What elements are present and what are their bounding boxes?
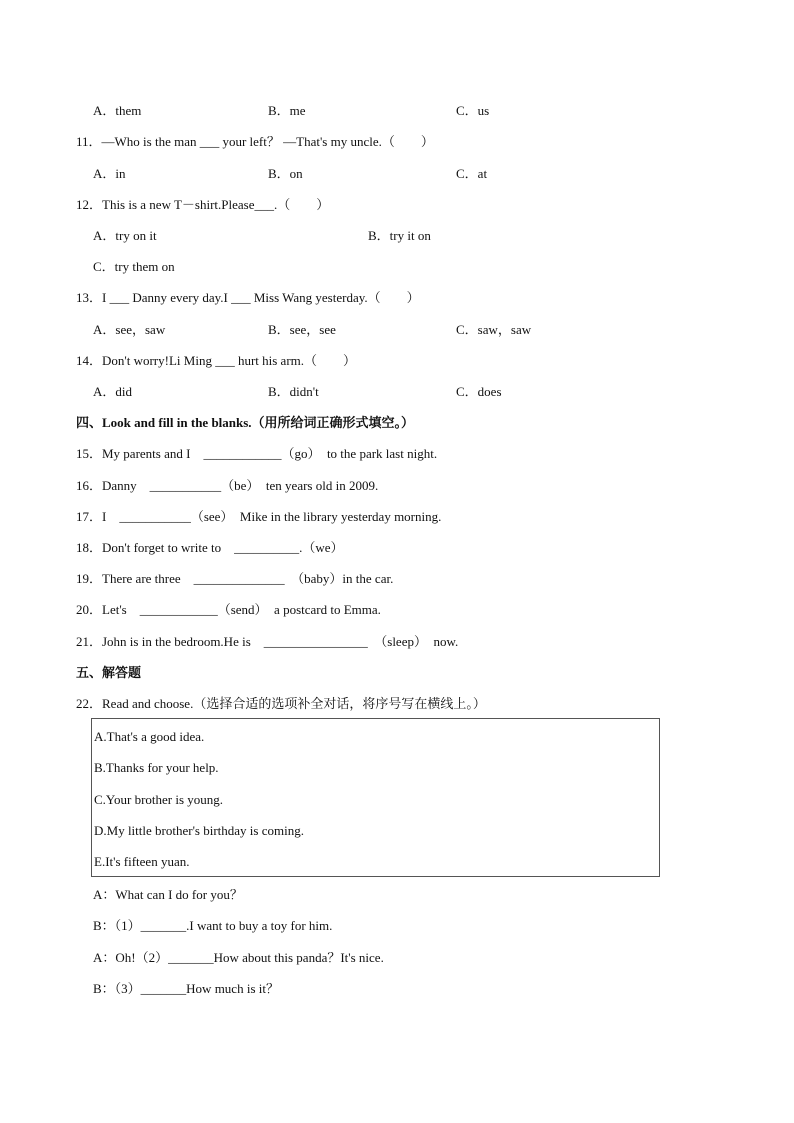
fill-question-17: 17．I ___________（see） Mike in the library yesterday morning. — [76, 509, 442, 524]
fill-question-20: 20．Let's ____________（send） a postcard to Emma. — [76, 602, 381, 617]
q13-stem: 13．I ___ Danny every day.I ___ Miss Wang yesterday.（ ） — [76, 290, 420, 305]
fill-question-18: 18．Don't forget to write to __________.（we） — [76, 540, 344, 555]
q12-option-c: C．try them on — [93, 259, 175, 274]
q13-option-a: A．see，saw — [93, 322, 166, 337]
section-heading-fill-blanks: 四、Look and fill in the blanks.（用所给词正确形式填空。） — [76, 415, 415, 430]
q11-option-b: B．on — [268, 166, 303, 181]
q14-stem: 14．Don't worry!Li Ming ___ hurt his arm.（ ） — [76, 353, 357, 368]
q14-option-c: C．does — [456, 384, 502, 399]
q22-stem: 22．Read and choose.（选择合适的选项补全对话，将序号写在横线上。） — [76, 696, 486, 711]
q12-option-a: A．try on it — [93, 228, 157, 243]
q22-dialogue-line-4: B：（3）_______How much is it？ — [93, 981, 279, 996]
fill-question-16: 16．Danny ___________（be） ten years old in 2009. — [76, 478, 379, 493]
q10-option-a: A．them — [93, 103, 142, 118]
fill-question-21: 21．John is in the bedroom.He is ________________ （sleep） now. — [76, 634, 459, 649]
q10-option-c: C．us — [456, 103, 490, 118]
section-heading-answers: 五、解答题 — [76, 665, 142, 680]
fill-question-19: 19．There are three ______________ （baby）in the car. — [76, 571, 394, 586]
q11-stem: 11．—Who is the man ___ your left？ —That's my uncle.（ ） — [76, 134, 434, 149]
fill-question-15: 15．My parents and I ____________（go） to the park last night. — [76, 446, 438, 461]
q22-option-a: A.That's a good idea. — [94, 729, 205, 744]
q12-stem: 12．This is a new T－shirt.Please___.（ ） — [76, 197, 330, 212]
q22-option-d: D.My little brother's birthday is coming. — [94, 823, 304, 838]
q13-option-c: C．saw，saw — [456, 322, 532, 337]
q22-option-c: C.Your brother is young. — [94, 792, 224, 807]
q22-dialogue-line-3: A：Oh!（2）_______How about this panda？It's nice. — [93, 950, 384, 965]
q12-option-b: B．try it on — [368, 228, 431, 243]
q11-option-a: A．in — [93, 166, 126, 181]
q22-dialogue-line-1: A：What can I do for you？ — [93, 887, 243, 902]
q14-option-a: A．did — [93, 384, 133, 399]
q22-options-box — [91, 718, 660, 877]
q11-option-c: C．at — [456, 166, 488, 181]
q13-option-b: B．see，see — [268, 322, 336, 337]
q22-option-e: E.It's fifteen yuan. — [94, 854, 190, 869]
q22-option-b: B.Thanks for your help. — [94, 760, 219, 775]
q14-option-b: B．didn't — [268, 384, 319, 399]
q22-dialogue-line-2: B：（1）_______.I want to buy a toy for him. — [93, 918, 333, 933]
q10-option-b: B．me — [268, 103, 306, 118]
